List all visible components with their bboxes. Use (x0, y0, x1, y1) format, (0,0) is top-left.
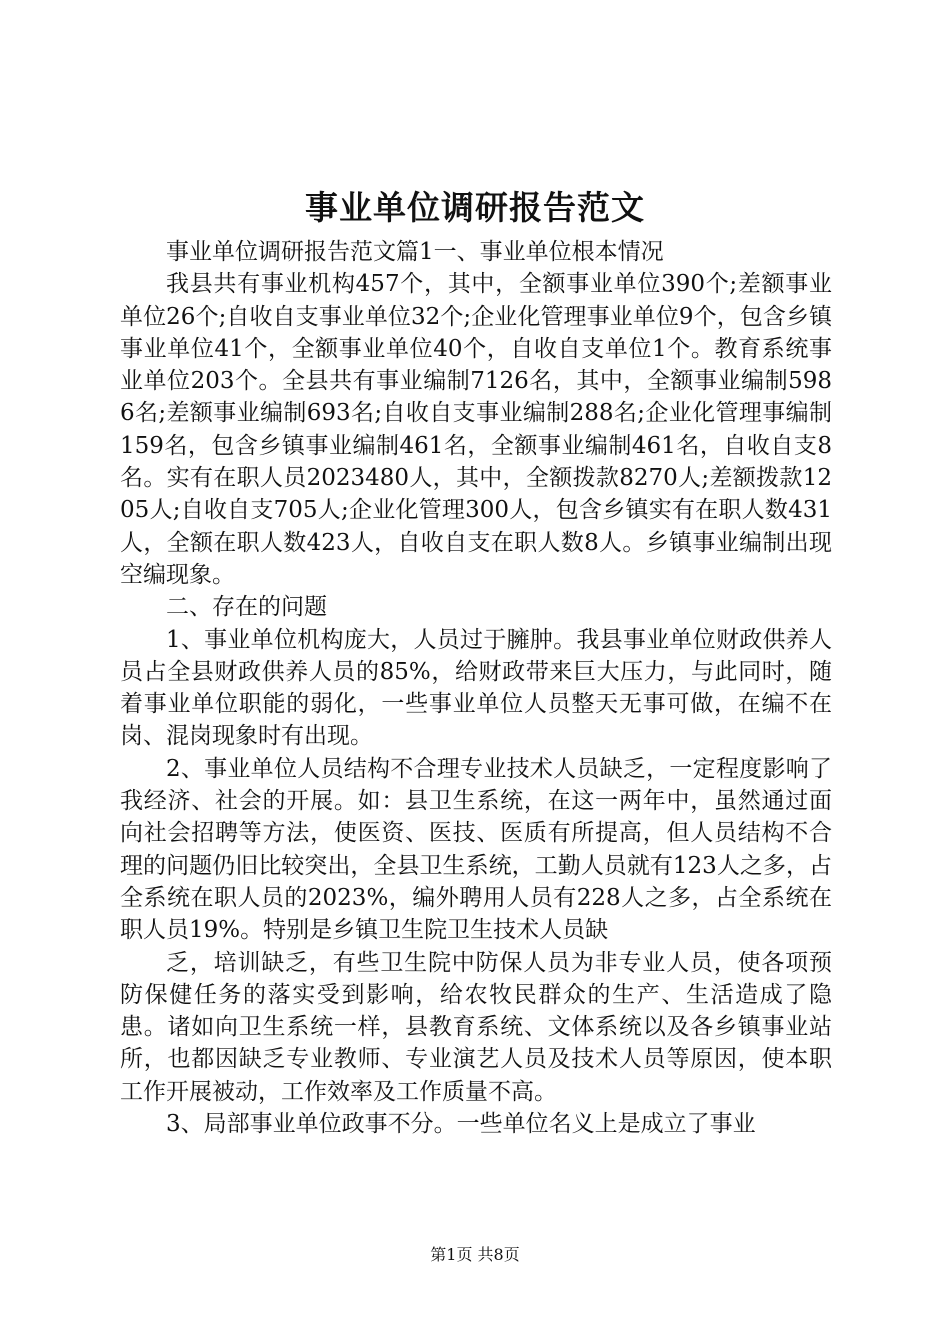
document-body (120, 236, 832, 1140)
paragraph-problem-2: 2、事业单位人员结构不合理专业技术人员缺乏，一定程度影响了我经济、社会的开展。如：县卫生系统，在这一两年中，虽然通过面向社会招聘等方法，使医资、医技、医质有所提高，但人员结构不合理的问题仍旧比较突出，全县卫生系统，工勤人员就有123人之多，占全系统在职人员的2023%，编外聘用人员有228人之多，占全系统在职人员19%。特别是乡镇卫生院卫生技术人员缺 (120, 755, 832, 944)
paragraph-problem-2-continued: 乏，培训缺乏，有些卫生院中防保人员为非专业人员，使各项预防保健任务的落实受到影响，给农牧民群众的生产、生活造成了隐患。诸如向卫生系统一样，县教育系统、文体系统以及各乡镇事业站所，也都因缺乏专业教师、专业演艺人员及技术人员等原因，使本职工作开展被动，工作效率及工作质量不高。 (120, 949, 832, 1105)
section-heading-problems: 二、存在的问题 (166, 594, 327, 621)
document-title: 事业单位调研报告范文 (305, 188, 645, 227)
paragraph-problem-3: 3、局部事业单位政事不分。一些单位名义上是成立了事业 (166, 1111, 756, 1138)
paragraph-basic-situation: 我县共有事业机构457个，其中，全额事业单位390个;差额事业单位26个;自收自支事业单位32个;企业化管理事业单位9个，包含乡镇事业单位41个，全额事业单位40个，自收自支单位1个。教育系统事业单位203个。全县共有事业编制7126名，其中，全额事业编制5986名;差额事业编制693名;自收自支事业编制288名;企业化管理事编制159名，包含乡镇事业编制461名，全额事业编制461名，自收自支8名。实有在职人员2023480人，其中，全额拨款8270人;差额拨款1205人;自收自支705人;企业化管理300人，包含乡镇实有在职人数431人，全额在职人数423人，自收自支在职人数8人。乡镇事业编制出现空编现象。 (120, 271, 832, 588)
paragraph-problem-1: 1、事业单位机构庞大，人员过于臃肿。我县事业单位财政供养人员占全县财政供养人员的85%，给财政带来巨大压力，与此同时，随着事业单位职能的弱化，一些事业单位人员整天无事可做，在编不在岗、混岗现象时有出现。 (120, 626, 832, 750)
paragraph-intro: 事业单位调研报告范文篇1一、事业单位根本情况 (166, 239, 664, 265)
page-number-footer: 第1页 共8页 (430, 1245, 520, 1264)
